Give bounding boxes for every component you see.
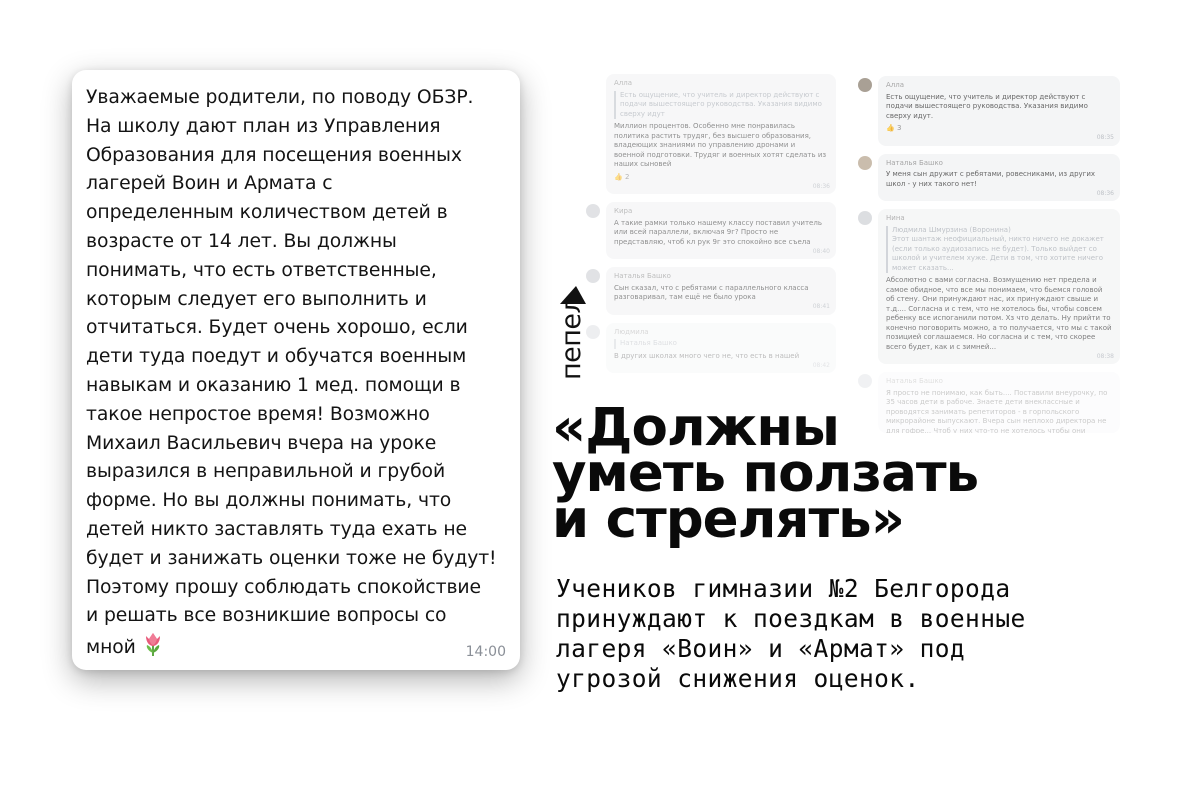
chat-sender: Наталья Башко xyxy=(614,272,671,280)
chat-message xyxy=(878,76,1120,146)
avatar xyxy=(858,211,872,225)
chat-sender: Алла xyxy=(886,81,905,89)
headline: «Должны уметь ползать и стрелять» xyxy=(552,397,979,550)
message-card xyxy=(72,70,520,670)
chat-screenshot-right xyxy=(858,76,1120,441)
avatar xyxy=(858,374,872,388)
chat-bubble xyxy=(878,76,1120,146)
chat-bubble xyxy=(878,154,1120,202)
chat-bubble xyxy=(606,323,836,374)
chat-time: 08:41 xyxy=(812,303,830,310)
chat-text: Есть ощущение, что учитель и директор действуют с подачи вышестоящего руководства. Указания видимо сверху идут. xyxy=(886,92,1088,120)
chat-text: В других школах много чего не, что есть в нашей xyxy=(614,351,800,360)
message-text: Уважаемые родители, по поводу ОБЗР. На школу дают план из Управления Образования для посещения военных лагерей Воин и Армата с определенным количеством детей в возрасте от 14 лет. Вы должны понимать, что есть ответственные, которым следует его выполнить и отчитаться. Будет очень хорошо, если дети туда поедут и обучатся военным навыкам и оказанию 1 мед. помощи в такое непростое время! Возможно Михаил Васильевич вчера на уроке выразился в неправильной и грубой форме. Но вы должны понимать, что детей никто заставлять туда ехать не будет и занижать оценки тоже не будут! Поэтому прошу соблюдать спокойствие и решать все возникшие вопросы со мной xyxy=(86,84,508,667)
subtitle: Учеников гимназии №2 Белгорода принуждают к поездкам в военные лагеря «Воин» и «Армат» под угрозой снижения оценок. xyxy=(556,574,1026,693)
chat-text: Миллион процентов. Особенно мне понравилась политика растить трудяг, без высшего образования, владеющих знаниями по управлению дронами и военной подготовки. Трудяг и военных хотят сделать из наших сыновей xyxy=(614,122,827,168)
chat-text: А такие рамки только нашему классу поставил учитель или всей параллели, включая 9г? Просто не представляю, чтоб кл рук 9г это спокойно все съела xyxy=(614,218,822,246)
chat-text: Абсолютно с вами согласна. Возмущению нет предела и самое обидное, что все мы понимаем, что бьемся головой об стену. Они принуждают нас, их принуждают свыше и т.д.... Согласна и с тем, что не хотелось бы, чтобы совсем ребенку все испоганили потом. Хз что делать. Ну прийти то конечно поговорить можно, а то получается, что мы с такой позицией соглашаемся. Но согласна и с тем, что скорее всего будет, как и с зимней... xyxy=(886,276,1112,351)
reaction: 👍 3 xyxy=(886,124,902,132)
chat-time: 08:38 xyxy=(1096,352,1114,360)
chat-message xyxy=(606,74,836,194)
chat-time: 08:42 xyxy=(812,361,830,369)
chat-time: 08:36 xyxy=(812,182,830,190)
chat-text: У меня сын дружит с ребятами, ровесниками, из других школ - у них такого нет! xyxy=(886,170,1096,188)
avatar xyxy=(586,269,600,283)
avatar xyxy=(586,204,600,218)
chat-screenshot-left xyxy=(586,74,836,381)
chat-message xyxy=(878,154,1120,202)
logo-text: пепел xyxy=(556,296,587,380)
chat-bubble xyxy=(606,202,836,259)
chat-bubble xyxy=(606,74,836,194)
avatar xyxy=(858,156,872,170)
chat-message xyxy=(606,202,836,259)
chat-text: Сын сказал, что с ребятами с параллельного класса разговаривал, там ещё не было урока xyxy=(614,283,809,301)
chat-sender: Людмила xyxy=(614,327,649,336)
chat-time: 08:40 xyxy=(812,247,830,255)
reaction: 👍 2 xyxy=(614,172,630,181)
chat-text: Я просто не понимаю, как быть.... Поставили внеурочку, по 35 часов дети в рабоче. Знаете дети внеклассные и проводятся занимать репетиторов - в горпольского микрорайоне выпускают. Вчера сын неплохо директора не для гофре... Чтоб у них что-то не хотелось чтобы они xyxy=(886,388,1108,433)
avatar xyxy=(858,78,872,92)
chat-bubble xyxy=(606,267,836,315)
chat-sender: Алла xyxy=(614,79,633,87)
chat-quote: Есть ощущение, что учитель и директор действуют с подачи вышестоящего руководства. Указания видимо сверху идут xyxy=(614,91,828,120)
chat-message xyxy=(606,323,836,374)
chat-sender: Кира xyxy=(614,207,633,215)
chat-message xyxy=(878,209,1120,364)
chat-sender: Наталья Башко xyxy=(886,377,943,385)
chat-sender: Нина xyxy=(886,214,905,222)
chat-time: 08:36 xyxy=(1096,189,1114,197)
chat-time: 08:35 xyxy=(1096,134,1114,141)
chat-quote: Людмила Шмурзина (Воронина) Этот шантаж неофициальный, никто ничего не докажет (если только аудиозапись не будет). Только выйдет со школой и учителем хуже. Дети в том, что хотите ничего может сказать... xyxy=(886,226,1112,274)
chat-sender: Наталья Башко xyxy=(886,158,943,167)
tulip-icon xyxy=(142,631,164,667)
chat-bubble xyxy=(878,209,1120,364)
avatar xyxy=(586,325,600,339)
chat-quote: Наталья Башко xyxy=(614,339,828,349)
message-time: 14:00 xyxy=(465,644,506,660)
chat-message xyxy=(606,267,836,315)
